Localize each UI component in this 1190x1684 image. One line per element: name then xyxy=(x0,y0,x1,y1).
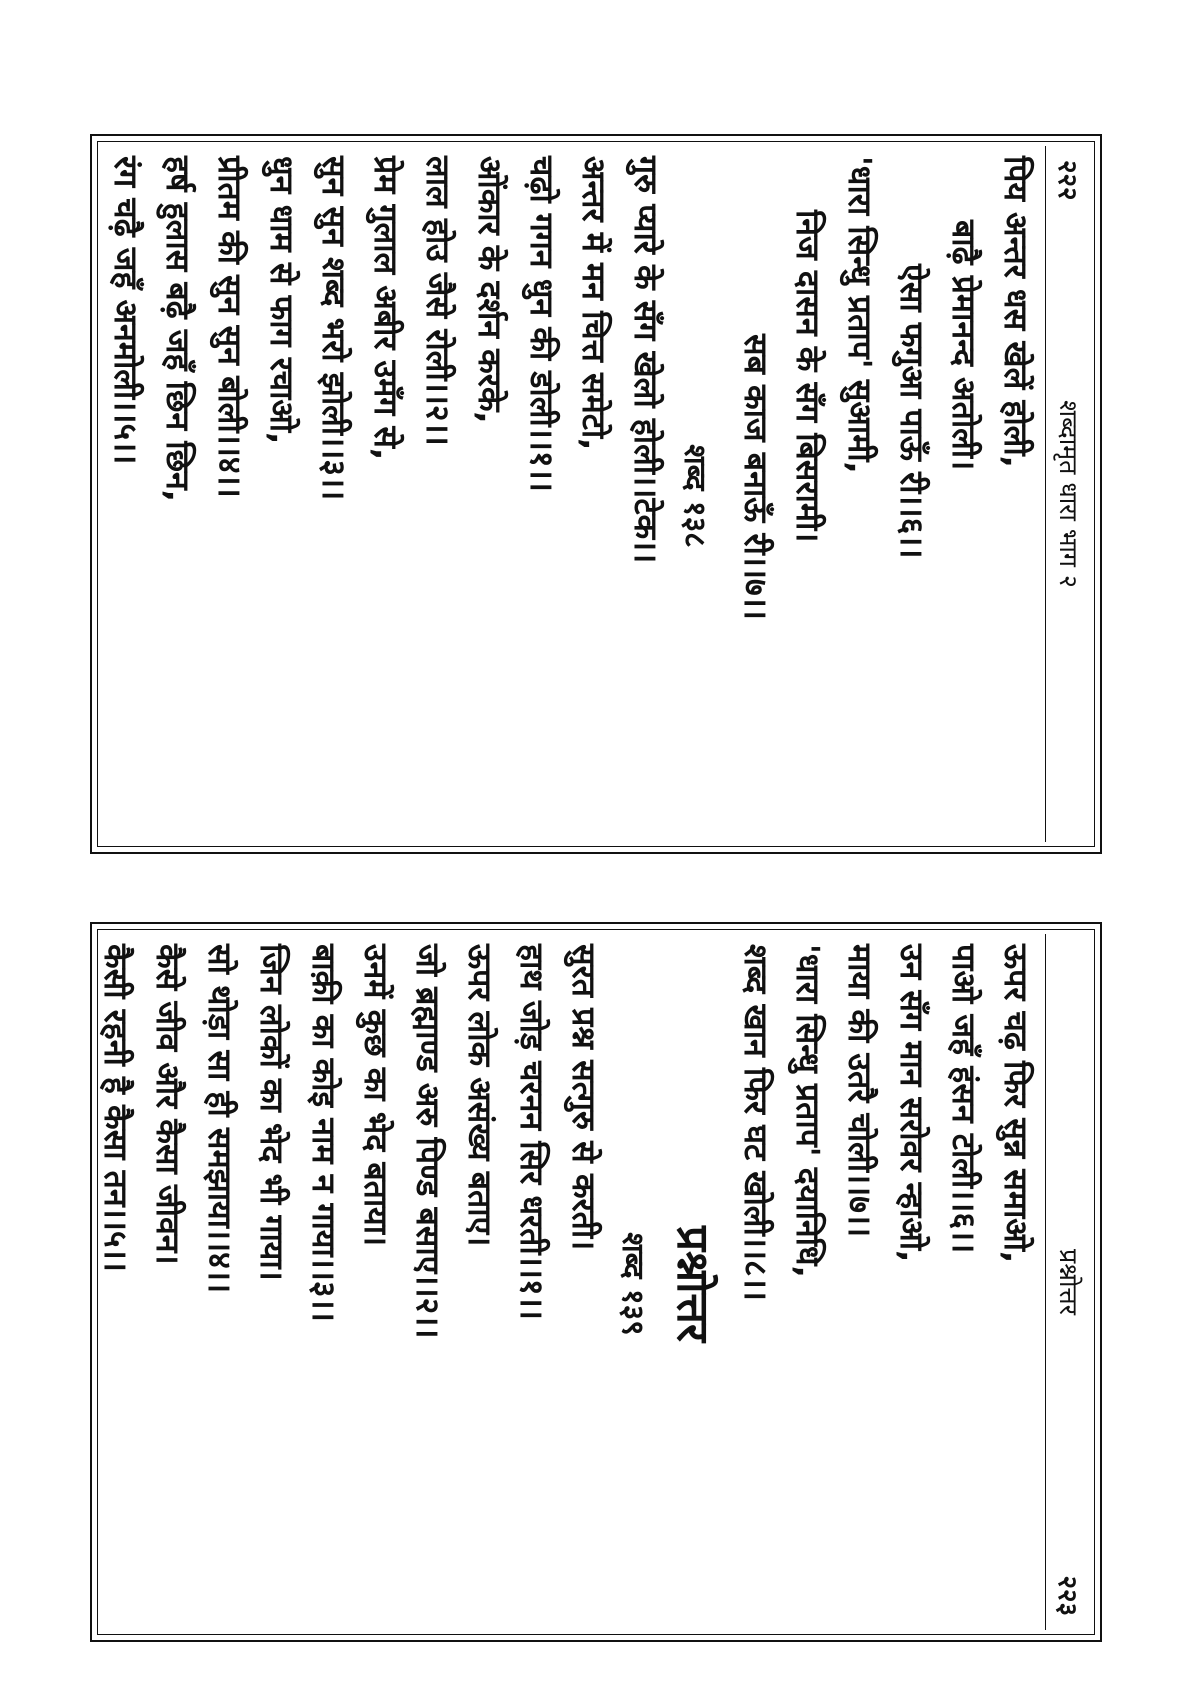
page-body xyxy=(86,944,1038,1624)
verse-line: कैसी रहनी है कैसा तन।।५।। xyxy=(97,944,135,1272)
verse-line: कैसे जीव और कैसा जीवन। xyxy=(149,944,187,1265)
left-page xyxy=(90,134,1102,854)
verse-line: सुरत प्रश्न सत्गुरु से करती। xyxy=(565,944,603,1251)
verse-line: ऊपर लोक असंख्य बताए। xyxy=(461,944,499,1247)
verse-line: माया की उतरै चोली।।७।। xyxy=(841,944,879,1238)
verse-line: गुरु प्यारे के सँग खेलो होली।।टेक।। xyxy=(627,156,665,564)
verse-line: हर्ष हुलास बढ़ै जहँ छिन छिन, xyxy=(159,156,197,502)
verse-line: रंग चढ़ै जहँ अनमोली।।५।। xyxy=(107,156,145,465)
verse-line: 'धारा सिन्धु प्रताप' सुआमी, xyxy=(841,156,879,474)
verse-line: पिय अन्तर धस खेलें होली, xyxy=(997,156,1035,468)
verse-line: बाढ़ै प्रेमानन्द अतोली। xyxy=(945,220,983,471)
running-title: प्रश्नोत्तर xyxy=(1054,1249,1083,1315)
verse-line: लाल होउ जैसे रोली।।२।। xyxy=(419,156,457,446)
verse-line: उन सँग मान सरोवर न्हाओ, xyxy=(893,944,931,1263)
running-title: शब्दामृत धारा भाग २ xyxy=(1054,400,1083,588)
shabd-heading: शब्द १३८ xyxy=(677,444,713,548)
verse-line: अन्तर में मन चित्त समेटो, xyxy=(575,156,613,451)
verse-line: सो थोड़ा सा ही समझाया।।४।। xyxy=(201,944,239,1294)
shabd-heading: शब्द १३९ xyxy=(615,1232,651,1336)
verse-line: बाक़ी का कोइ नाम न गाया।।३।। xyxy=(305,944,343,1322)
verse-line: ऊपर चढ़ फिर सुन्न समाओ, xyxy=(997,944,1035,1264)
verse-line: उनमें कुछ का भेद बताया। xyxy=(357,944,395,1247)
page-header xyxy=(1045,934,1092,1630)
verse-line: जिन लोकों का भेद भी गाया। xyxy=(253,944,291,1281)
verse-line: ऐसा फगुआ पाऊँ री।।६।। xyxy=(893,264,931,559)
right-page xyxy=(90,922,1102,1642)
verse-line: हाथ जोड़ चरनन सिर धरती।।१।। xyxy=(513,944,551,1320)
verse-line: शब्द खान फिर घट खोली।।८।। xyxy=(737,944,775,1301)
section-title: प्रश्नोत्तर xyxy=(667,1226,718,1342)
page-number: २२३ xyxy=(1052,1575,1082,1616)
verse-line: सुन सुन शब्द भरो झोली।।३।। xyxy=(315,156,353,501)
verse-line: प्रीतम की सुन सुन बोली।।४।। xyxy=(211,156,249,498)
verse-line: निज दासन के सँग बिसरामी। xyxy=(789,210,827,543)
verse-line: चढ़ो गगन धुन की डोली।।१।। xyxy=(523,156,561,492)
page-number: २२२ xyxy=(1052,160,1082,201)
verse-line: सब काज बनाऊँ री।।७।। xyxy=(737,334,775,620)
verse-line: धुन धाम से फाग रचाओ, xyxy=(263,156,301,445)
verse-line: 'धारा सिन्धु प्रताप' दयानिधि, xyxy=(789,944,827,1278)
page-header xyxy=(1045,146,1092,842)
verse-line: पाओ जहँ हंसन टोली।।६।। xyxy=(945,944,983,1254)
verse-line: जो ब्रह्माण्ड अरु पिण्ड बसाए।।२।। xyxy=(409,944,447,1339)
verse-line: प्रेम गुलाल अबीर उमँग से, xyxy=(367,156,405,461)
verse-line: ओंकार के दर्शन करके, xyxy=(471,156,509,424)
page-body xyxy=(96,156,1038,836)
